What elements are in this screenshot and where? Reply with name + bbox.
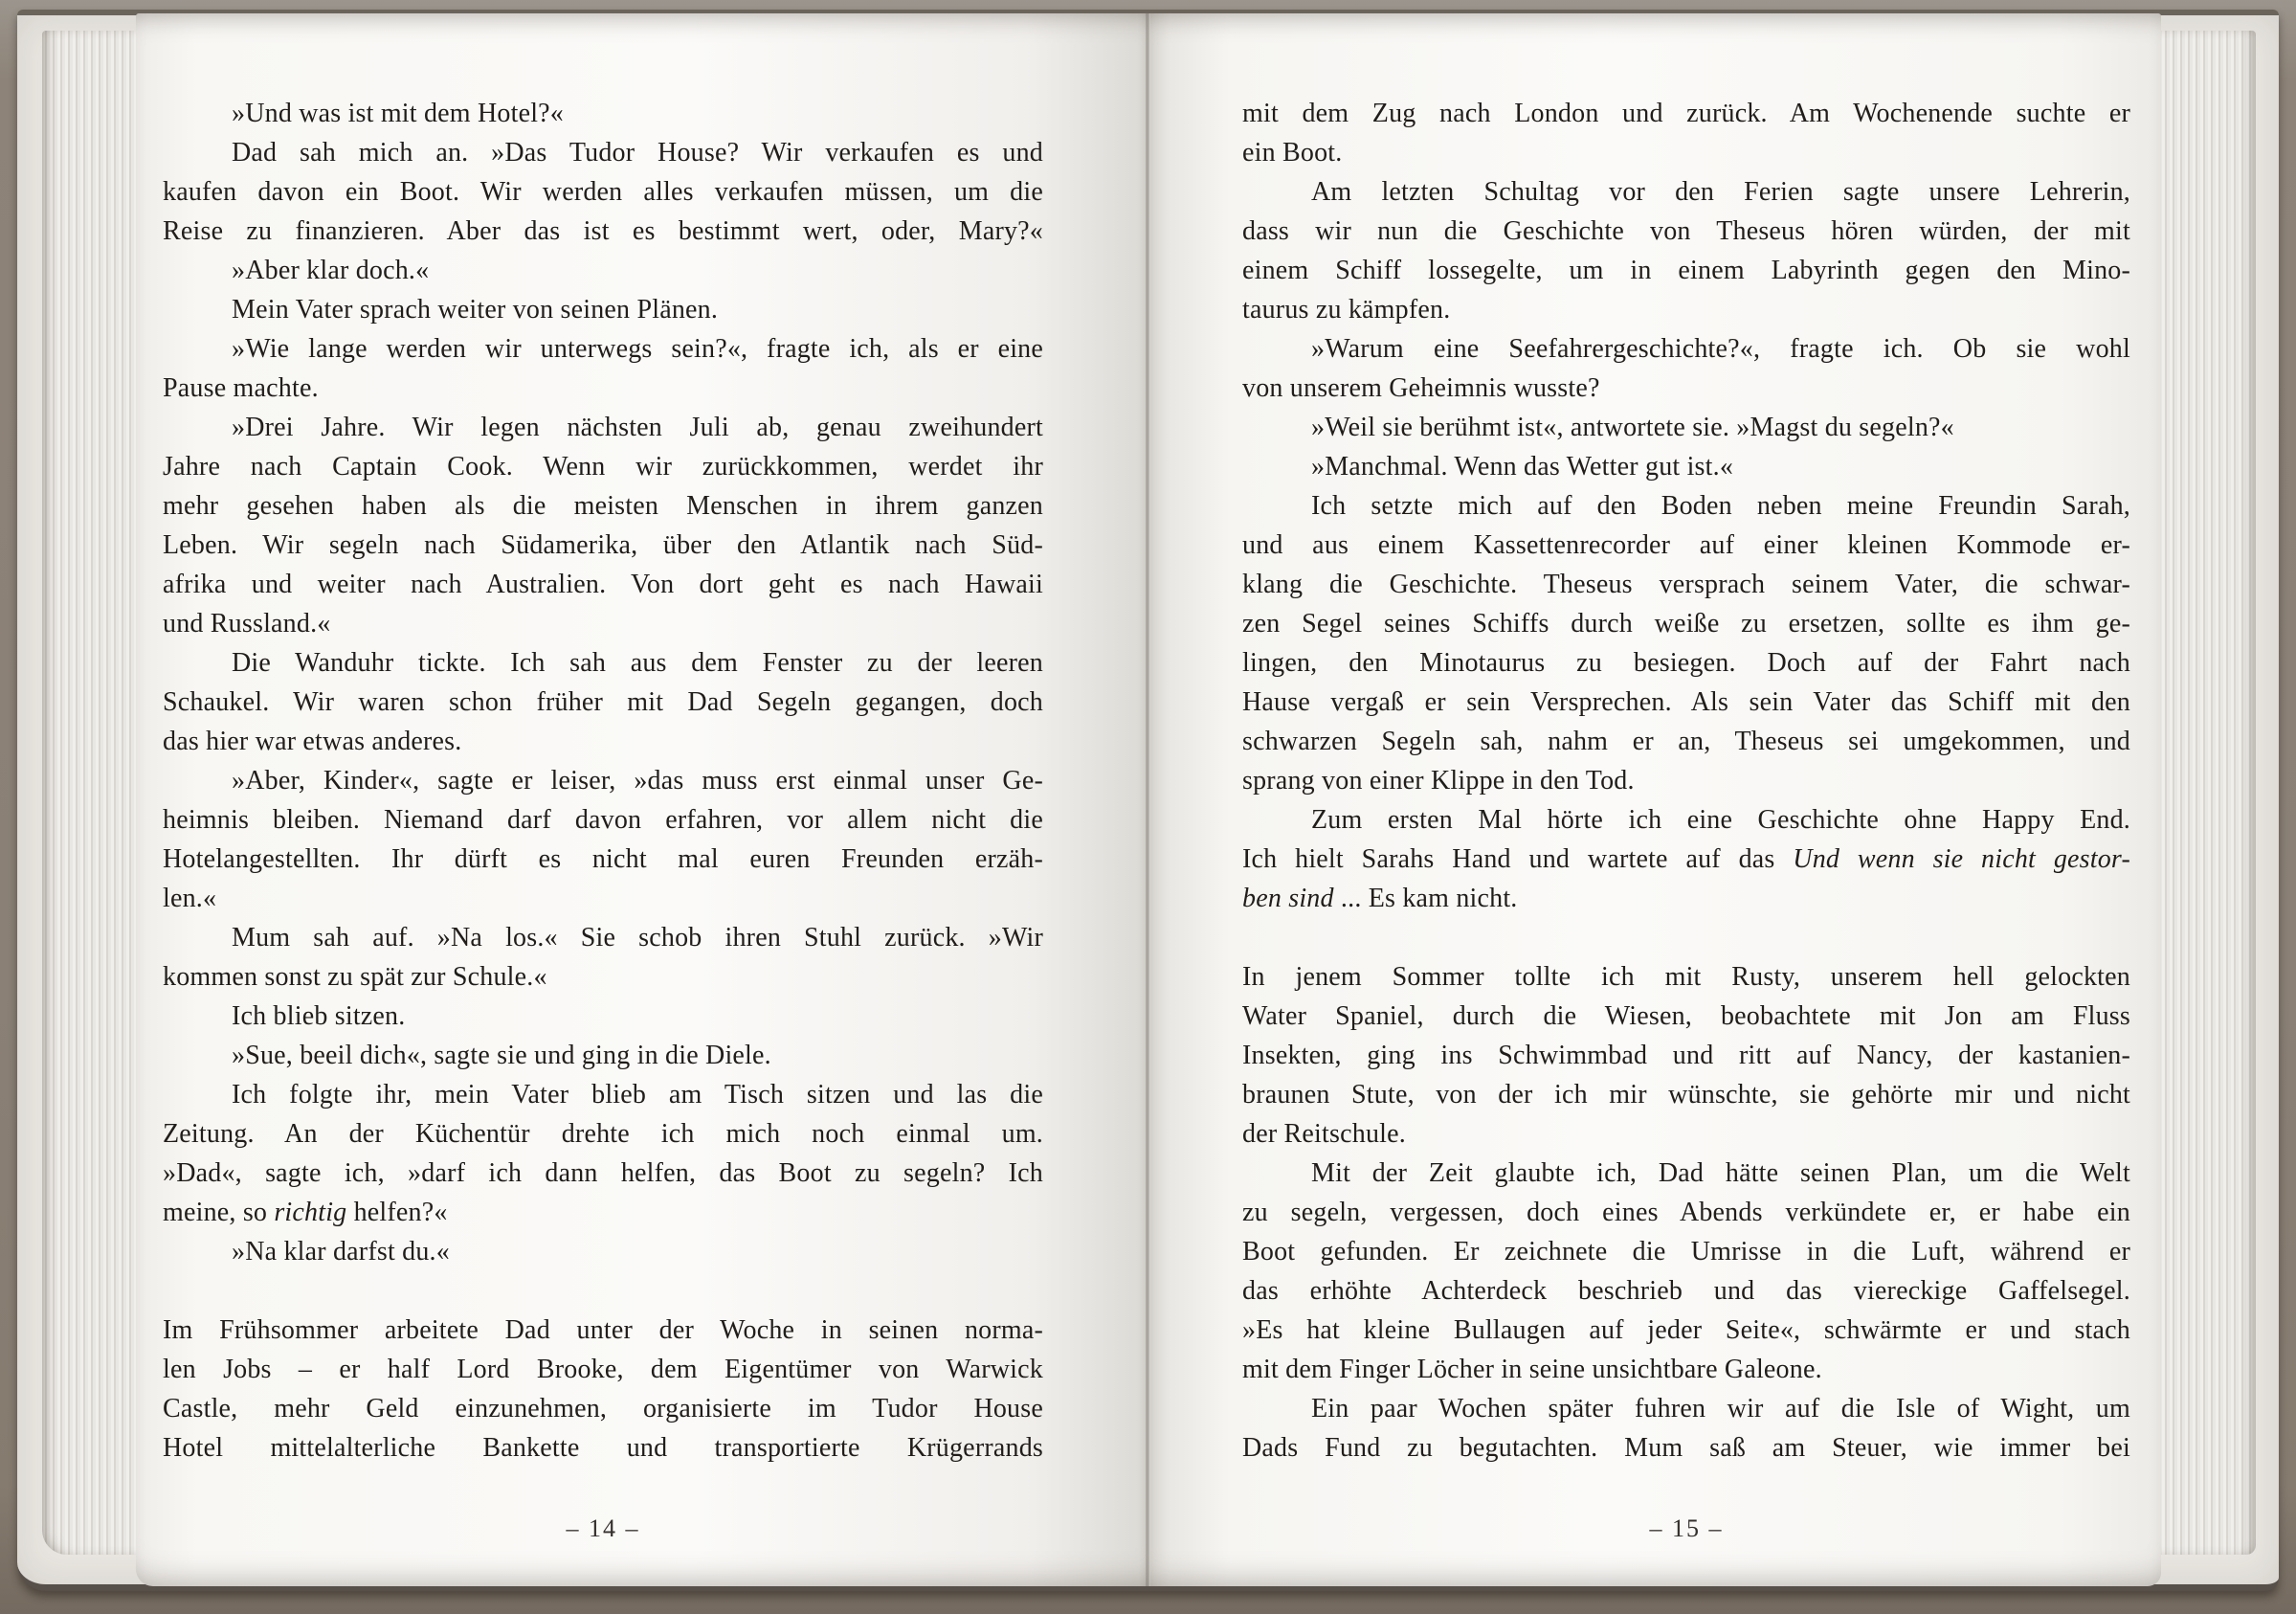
text-line xyxy=(163,800,1043,840)
text-segment: helfen?« xyxy=(346,1198,448,1227)
text-line xyxy=(1242,447,2130,486)
text-line xyxy=(1242,879,2130,918)
text-line xyxy=(163,722,1043,761)
text-segment: »Warum eine Seefahrergeschichte?«, fragte ich. Ob sie wohl xyxy=(1311,334,2130,364)
text-segment: Zum ersten Mal hörte ich eine Geschichte ohne Happy End. xyxy=(1311,805,2130,835)
text-line xyxy=(1242,94,2130,133)
text-segment: »Aber, Kinder«, sagte er leiser, »das muss erst einmal unser Ge- xyxy=(232,766,1043,796)
text-line xyxy=(163,94,1043,133)
text-segment: Ein paar Wochen später fuhren wir auf die Isle of Wight, um xyxy=(1311,1394,2130,1423)
text-segment: Am letzten Schultag vor den Ferien sagte unsere Lehrerin, xyxy=(1311,177,2130,207)
text-segment: Ich hielt Sarahs Hand und wartete auf das xyxy=(1242,844,1794,874)
text-segment: Reise zu finanzieren. Aber das ist es bestimmt wert, oder, Mary?« xyxy=(163,216,1043,246)
text-line xyxy=(1242,643,2130,683)
text-segment: Hotel mittelalterliche Bankette und transportierte Krügerrands xyxy=(163,1433,1043,1463)
text-segment: Jahre nach Captain Cook. Wenn wir zurückkommen, werdet ihr xyxy=(163,452,1043,482)
text-block-right xyxy=(1242,94,2130,1468)
text-line xyxy=(1242,1389,2130,1428)
text-line xyxy=(1242,1036,2130,1075)
text-line xyxy=(163,1114,1043,1154)
text-segment: »Manchmal. Wenn das Wetter gut ist.« xyxy=(1311,452,1734,482)
text-block-left xyxy=(163,94,1043,1468)
text-segment: »Weil sie berühmt ist«, antwortete sie. »Magst du segeln?« xyxy=(1311,413,1954,442)
text-line xyxy=(163,879,1043,918)
italic-text: ben sind xyxy=(1242,884,1334,913)
blank-line xyxy=(163,1271,1043,1311)
page-number-right: – 15 – xyxy=(1649,1514,1724,1542)
text-line xyxy=(1242,840,2130,879)
text-line xyxy=(1242,722,2130,761)
text-line xyxy=(163,840,1043,879)
text-line xyxy=(163,1389,1043,1428)
text-segment: und aus einem Kassettenrecorder auf einer kleinen Kommode er- xyxy=(1242,530,2130,560)
text-segment: Schaukel. Wir waren schon früher mit Dad Segeln gegangen, doch xyxy=(163,687,1043,717)
text-line xyxy=(1242,486,2130,526)
text-line xyxy=(163,1232,1043,1271)
text-line xyxy=(1242,957,2130,997)
text-segment: ... Es kam nicht. xyxy=(1333,884,1518,913)
text-segment: Hause vergaß er sein Versprechen. Als sein Vater das Schiff mit den xyxy=(1242,687,2130,717)
text-segment: »Aber klar doch.« xyxy=(232,256,430,285)
text-line xyxy=(163,1428,1043,1468)
text-line xyxy=(1242,290,2130,329)
text-segment: »Dad«, sagte ich, »darf ich dann helfen, das Boot zu segeln? Ich xyxy=(163,1158,1043,1188)
text-segment: Castle, mehr Geld einzunehmen, organisierte im Tudor House xyxy=(163,1394,1043,1423)
text-segment: »Na klar darfst du.« xyxy=(232,1237,450,1267)
text-line xyxy=(163,172,1043,212)
text-segment: »Sue, beeil dich«, sagte sie und ging in die Diele. xyxy=(232,1041,771,1070)
text-segment: mit dem Finger Löcher in seine unsichtbare Galeone. xyxy=(1242,1355,1822,1384)
text-line xyxy=(1242,1311,2130,1350)
text-line xyxy=(163,526,1043,565)
text-line xyxy=(1242,251,2130,290)
text-line xyxy=(1242,408,2130,447)
text-line xyxy=(163,1154,1043,1193)
text-line xyxy=(163,1075,1043,1114)
text-segment: und Russland.« xyxy=(163,609,331,639)
text-segment: len Jobs – er half Lord Brooke, dem Eigentümer von Warwick xyxy=(163,1355,1043,1384)
text-segment: Mum sah auf. »Na los.« Sie schob ihren Stuhl zurück. »Wir xyxy=(232,923,1043,953)
text-line xyxy=(163,251,1043,290)
text-segment: klang die Geschichte. Theseus versprach seinem Vater, die schwar- xyxy=(1242,570,2130,599)
page-number-left: – 14 – xyxy=(566,1514,640,1542)
text-segment: Ich setzte mich auf den Boden neben meine Freundin Sarah, xyxy=(1311,491,2130,521)
text-segment: Die Wanduhr tickte. Ich sah aus dem Fenster zu der leeren xyxy=(232,648,1043,678)
text-line xyxy=(163,957,1043,997)
text-line xyxy=(163,761,1043,800)
text-segment: das hier war etwas anderes. xyxy=(163,727,462,756)
text-segment: das erhöhte Achterdeck beschrieb und das viereckige Gaffelsegel. xyxy=(1242,1276,2130,1306)
text-line xyxy=(163,1036,1043,1075)
text-segment: »Und was ist mit dem Hotel?« xyxy=(232,99,565,128)
text-segment: Mein Vater sprach weiter von seinen Plänen. xyxy=(232,295,719,325)
text-segment: einem Schiff lossegelte, um in einem Labyrinth gegen den Mino- xyxy=(1242,256,2130,285)
text-line xyxy=(1242,526,2130,565)
text-line xyxy=(163,486,1043,526)
text-line xyxy=(1242,1154,2130,1193)
text-line xyxy=(163,1311,1043,1350)
text-segment: sprang von einer Klippe in den Tod. xyxy=(1242,766,1635,796)
text-line xyxy=(163,290,1043,329)
text-segment: mehr gesehen haben als die meisten Menschen in ihrem ganzen xyxy=(163,491,1043,521)
italic-text: richtig xyxy=(274,1198,347,1227)
text-line xyxy=(163,408,1043,447)
text-segment: Dads Fund zu begutachten. Mum saß am Steuer, wie immer bei xyxy=(1242,1433,2130,1463)
text-line xyxy=(1242,1193,2130,1232)
text-segment: heimnis bleiben. Niemand darf davon erfahren, vor allem nicht die xyxy=(163,805,1043,835)
text-line xyxy=(1242,1075,2130,1114)
text-segment: len.« xyxy=(163,884,217,913)
text-line xyxy=(1242,997,2130,1036)
text-segment: kaufen davon ein Boot. Wir werden alles verkaufen müssen, um die xyxy=(163,177,1043,207)
text-segment: Mit der Zeit glaubte ich, Dad hätte seinen Plan, um die Welt xyxy=(1311,1158,2130,1188)
text-line xyxy=(163,918,1043,957)
text-line xyxy=(1242,604,2130,643)
text-line xyxy=(1242,1350,2130,1389)
spine xyxy=(1146,13,1150,1586)
text-segment: Pause machte. xyxy=(163,373,319,403)
text-segment: kommen sonst zu spät zur Schule.« xyxy=(163,962,547,992)
text-segment: taurus zu kämpfen. xyxy=(1242,295,1451,325)
text-line xyxy=(163,1193,1043,1232)
text-line xyxy=(163,565,1043,604)
text-line xyxy=(163,604,1043,643)
text-line xyxy=(1242,172,2130,212)
text-line xyxy=(1242,800,2130,840)
text-segment: afrika und weiter nach Australien. Von dort geht es nach Hawaii xyxy=(163,570,1043,599)
text-segment: Dad sah mich an. »Das Tudor House? Wir verkaufen es und xyxy=(232,138,1043,168)
text-line xyxy=(163,447,1043,486)
text-segment: ein Boot. xyxy=(1242,138,1343,168)
text-line xyxy=(163,997,1043,1036)
text-segment: In jenem Sommer tollte ich mit Rusty, unserem hell gelockten xyxy=(1242,962,2130,992)
text-segment: Ich blieb sitzen. xyxy=(232,1001,406,1031)
text-line xyxy=(163,133,1043,172)
text-line xyxy=(163,683,1043,722)
text-segment: Leben. Wir segeln nach Südamerika, über den Atlantik nach Süd- xyxy=(163,530,1043,560)
text-line xyxy=(1242,565,2130,604)
text-segment: lingen, den Minotaurus zu besiegen. Doch auf der Fahrt nach xyxy=(1242,648,2130,678)
text-segment: Boot gefunden. Er zeichnete die Umrisse in die Luft, während er xyxy=(1242,1237,2130,1267)
text-line xyxy=(1242,133,2130,172)
text-segment: dass wir nun die Geschichte von Theseus hören würden, der mit xyxy=(1242,216,2130,246)
text-segment: braunen Stute, von der ich mir wünschte, sie gehörte mir und nicht xyxy=(1242,1080,2130,1110)
text-segment: der Reitschule. xyxy=(1242,1119,1406,1149)
text-line xyxy=(1242,761,2130,800)
text-line xyxy=(1242,1271,2130,1311)
text-line xyxy=(163,1350,1043,1389)
text-line xyxy=(1242,1428,2130,1468)
text-segment: Im Frühsommer arbeitete Dad unter der Woche in seinen norma- xyxy=(163,1315,1043,1345)
text-segment: zen Segel seines Schiffs durch weiße zu ersetzen, sollte es ihm ge- xyxy=(1242,609,2130,639)
text-segment: zu segeln, vergessen, doch eines Abends verkündete er, er habe ein xyxy=(1242,1198,2130,1227)
text-line xyxy=(1242,369,2130,408)
text-line xyxy=(1242,329,2130,369)
text-segment: Water Spaniel, durch die Wiesen, beobachtete mit Jon am Fluss xyxy=(1242,1001,2130,1031)
text-line xyxy=(163,212,1043,251)
text-segment: »Es hat kleine Bullaugen auf jeder Seite«, schwärmte er und stach xyxy=(1242,1315,2130,1345)
blank-line xyxy=(1242,918,2130,957)
text-segment: Zeitung. An der Küchentür drehte ich mich noch einmal um. xyxy=(163,1119,1043,1149)
text-segment: »Drei Jahre. Wir legen nächsten Juli ab, genau zweihundert xyxy=(232,413,1043,442)
text-segment: Hotelangestellten. Ihr dürft es nicht mal euren Freunden erzäh- xyxy=(163,844,1043,874)
text-segment: »Wie lange werden wir unterwegs sein?«, fragte ich, als er eine xyxy=(232,334,1043,364)
text-segment: meine, so xyxy=(163,1198,275,1227)
text-line xyxy=(163,369,1043,408)
text-segment: Ich folgte ihr, mein Vater blieb am Tisch sitzen und las die xyxy=(232,1080,1043,1110)
italic-text: Und wenn sie nicht gestor- xyxy=(1793,844,2130,874)
text-line xyxy=(1242,683,2130,722)
text-segment: Insekten, ging ins Schwimmbad und ritt auf Nancy, der kastanien- xyxy=(1242,1041,2130,1070)
text-line xyxy=(163,329,1043,369)
text-line xyxy=(1242,212,2130,251)
text-segment: mit dem Zug nach London und zurück. Am Wochenende suchte er xyxy=(1242,99,2130,128)
text-line xyxy=(1242,1232,2130,1271)
text-line xyxy=(1242,1114,2130,1154)
text-segment: von unserem Geheimnis wusste? xyxy=(1242,373,1600,403)
text-line xyxy=(163,643,1043,683)
text-segment: schwarzen Segeln sah, nahm er an, Theseus sei umgekommen, und xyxy=(1242,727,2130,756)
